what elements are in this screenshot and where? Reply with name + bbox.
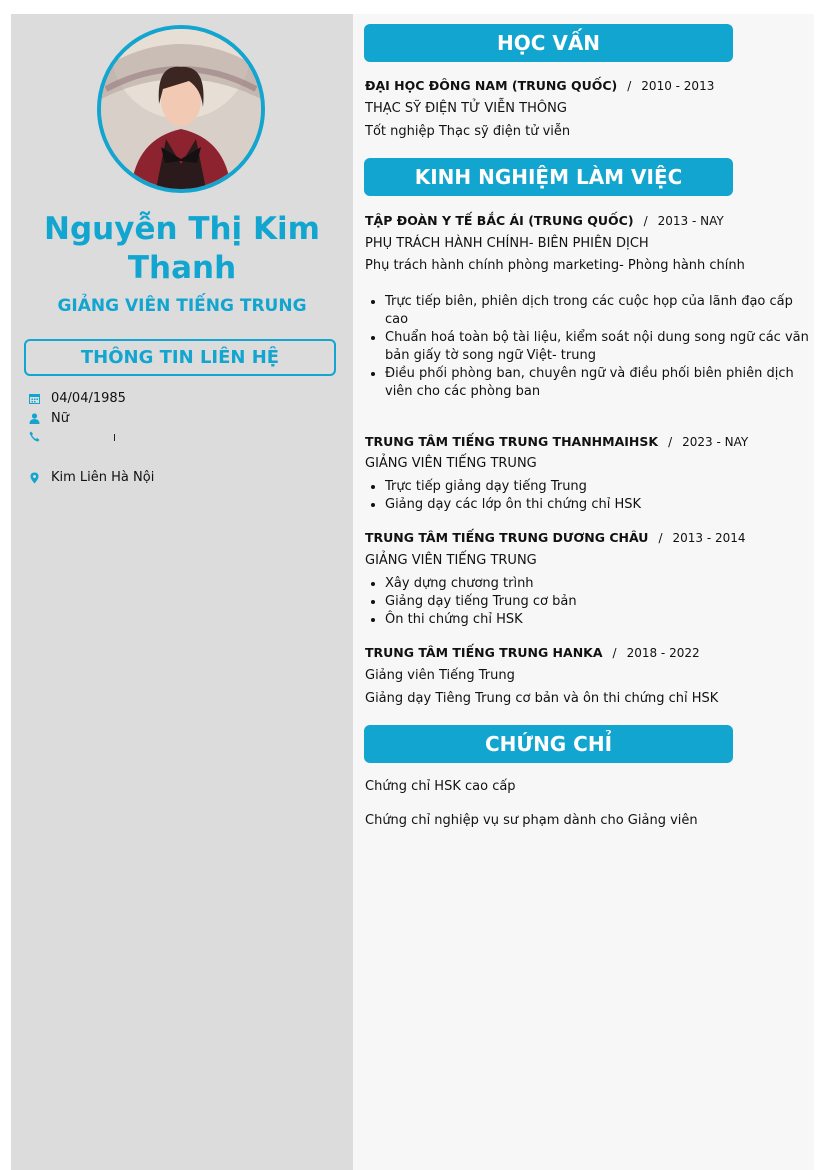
experience-heading: KINH NGHIỆM LÀM VIỆC <box>364 158 733 196</box>
gender-value: Nữ <box>51 411 69 426</box>
education-heading: HỌC VẤN <box>364 24 733 62</box>
contact-heading: THÔNG TIN LIÊN HỆ <box>24 339 336 376</box>
job-date: 2013 - NAY <box>657 214 724 228</box>
education-date: 2010 - 2013 <box>641 79 715 93</box>
user-icon <box>28 413 40 425</box>
name-line-2: Thanh <box>127 250 237 286</box>
job-desc: Phụ trách hành chính phòng marketing- Phòng hành chính <box>365 258 745 273</box>
job-date: 2023 - NAY <box>682 435 749 449</box>
address-value: Kim Liên Hà Nội <box>51 470 155 485</box>
phone-cursor-mark <box>114 434 115 441</box>
phone-icon <box>28 431 40 443</box>
birthday-value: 04/04/1985 <box>51 391 126 406</box>
list-item: • Giảng dạy tiếng Trung cơ bản <box>385 593 810 611</box>
education-entry-header <box>365 78 714 94</box>
job-org: TRUNG TÂM TIẾNG TRUNG DƯƠNG CHÂU <box>365 530 649 545</box>
calendar-icon <box>28 393 40 405</box>
list-item: • Xây dựng chương trình <box>385 575 810 593</box>
job-desc: Giảng dạy Tiêng Trung cơ bản và ôn thi chứng chỉ HSK <box>365 691 719 706</box>
job-bullets <box>365 478 810 514</box>
contact-gender <box>28 411 69 426</box>
education-desc: Tốt nghiệp Thạc sỹ điện tử viễn <box>365 124 571 139</box>
profile-photo <box>97 25 265 193</box>
education-org: ĐẠI HỌC ĐÔNG NAM (TRUNG QUỐC) <box>365 78 618 93</box>
job-header <box>365 213 724 229</box>
map-pin-icon <box>28 472 40 484</box>
certificate-item: Chứng chỉ nghiệp vụ sư phạm dành cho Giảng viên <box>365 813 698 828</box>
job-bullets <box>365 575 810 629</box>
certificate-item: Chứng chỉ HSK cao cấp <box>365 779 516 794</box>
job-position: Giảng viên Tiếng Trung <box>365 668 515 683</box>
job-title: GIẢNG VIÊN TIẾNG TRUNG <box>57 296 307 316</box>
separator: / <box>612 646 617 660</box>
job-position: GIẢNG VIÊN TIẾNG TRUNG <box>365 456 537 471</box>
job-org: TRUNG TÂM TIẾNG TRUNG HANKA <box>365 645 603 660</box>
job-position: GIẢNG VIÊN TIẾNG TRUNG <box>365 553 537 568</box>
contact-phone <box>28 431 115 443</box>
list-item: • Chuẩn hoá toàn bộ tài liệu, kiểm soát nội dung song ngữ các văn bản giấy tờ song ngữ Việt- trung <box>385 329 810 365</box>
candidate-name <box>11 210 353 288</box>
separator: / <box>627 79 632 93</box>
job-header <box>365 530 746 546</box>
list-item: • Trực tiếp giảng dạy tiếng Trung <box>385 478 810 496</box>
list-item: • Trực tiếp biên, phiên dịch trong các cuộc họp của lãnh đạo cấp cao <box>385 293 810 329</box>
job-header <box>365 645 700 661</box>
job-date: 2018 - 2022 <box>626 646 700 660</box>
certificates-heading: CHỨNG CHỈ <box>364 725 733 763</box>
list-item: • Điều phối phòng ban, chuyên ngữ và điều phối biên phiên dịch viên cho các phòng ban <box>385 365 810 401</box>
job-date: 2013 - 2014 <box>672 531 746 545</box>
job-position: PHỤ TRÁCH HÀNH CHÍNH- BIÊN PHIÊN DỊCH <box>365 236 649 251</box>
job-org: TẬP ĐOÀN Y TẾ BẮC ÁI (TRUNG QUỐC) <box>365 213 634 228</box>
list-item: • Giảng dạy các lớp ôn thi chứng chỉ HSK <box>385 496 810 514</box>
separator: / <box>658 531 663 545</box>
job-bullets <box>365 293 810 401</box>
job-org: TRUNG TÂM TIẾNG TRUNG THANHMAIHSK <box>365 434 659 449</box>
list-item: • Ôn thi chứng chỉ HSK <box>385 611 810 629</box>
separator: / <box>668 435 673 449</box>
name-line-1: Nguyễn Thị Kim <box>44 211 320 247</box>
job-header <box>365 434 748 450</box>
education-degree: THẠC SỸ ĐIỆN TỬ VIỄN THÔNG <box>365 101 567 116</box>
separator: / <box>643 214 648 228</box>
contact-address <box>28 470 154 485</box>
contact-birthday <box>28 391 126 406</box>
